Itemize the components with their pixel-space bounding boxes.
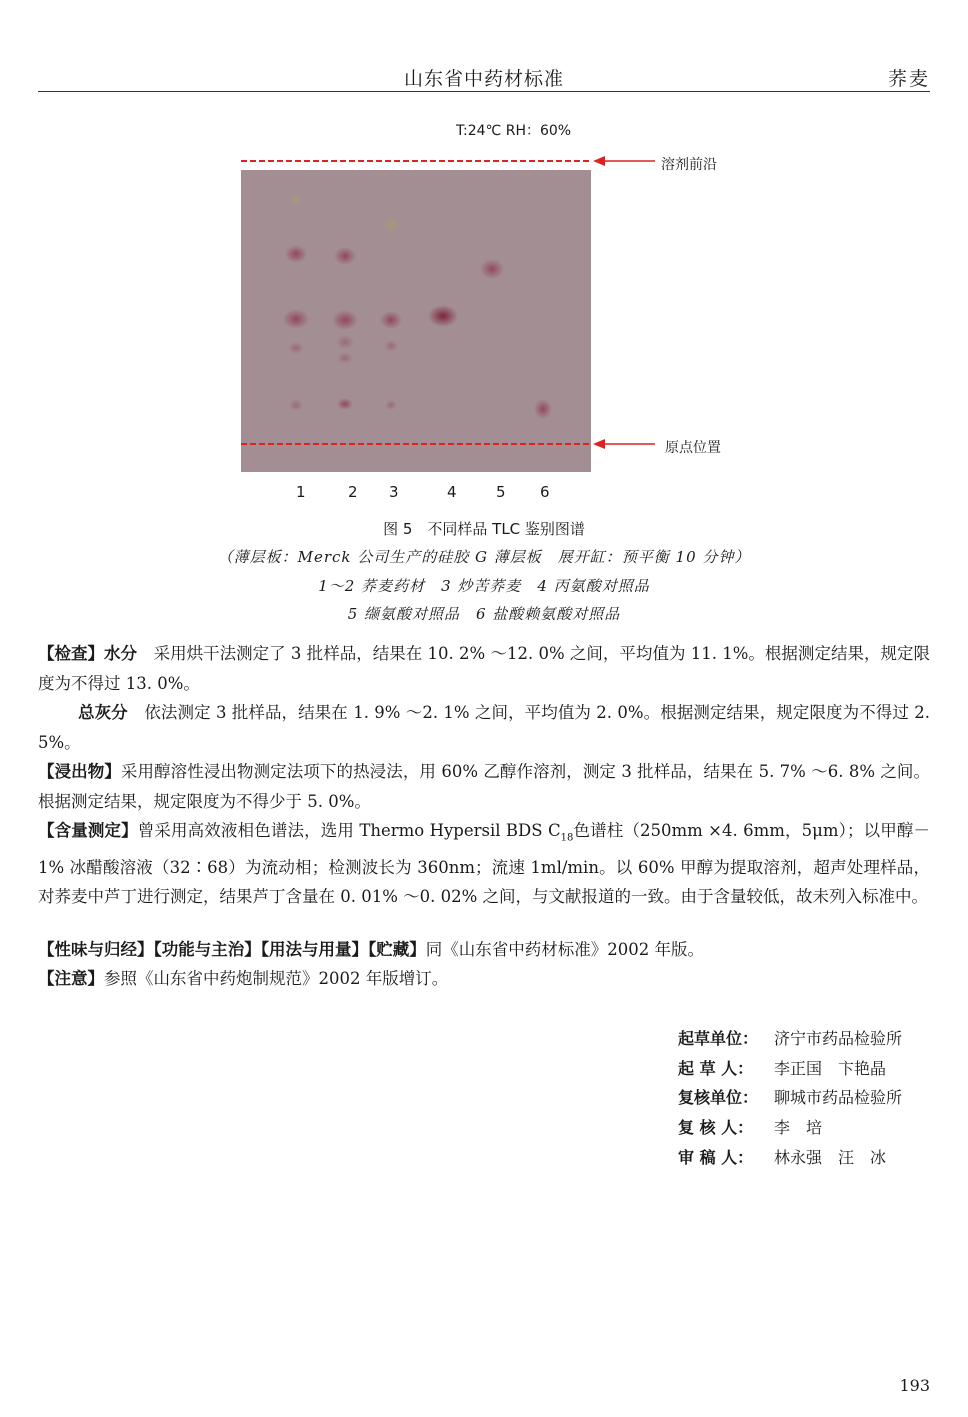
signature-value: 李 培 bbox=[774, 1118, 823, 1137]
spot-lane6-lysine bbox=[534, 399, 552, 419]
signature-key: 复核单位： bbox=[678, 1088, 759, 1107]
section-text: 曾采用高效液相色谱法，选用 Thermo Hypersil BDS C bbox=[137, 821, 561, 840]
section-text: 色谱柱（250mm ×4. 6mm，5μm）；以甲醇－1% 冰醋酸溶液（32∶68）为流动相；检测波长为 360nm；流速 1ml/min。以 60% 甲醇为提取溶剂，超声处理样品，对荞麦中芦丁进行测定，结果芦丁含量在 0. 01% ～0. 02% 之间，与文献报道的一致。由于含量较低，故未列入标准中。 bbox=[38, 821, 931, 907]
signature-row bbox=[678, 1145, 886, 1168]
signature-value: 聊城市药品检验所 bbox=[774, 1088, 903, 1107]
spot-lane3-base bbox=[385, 400, 397, 410]
section-heading: 【注意】 bbox=[38, 969, 104, 988]
tlc-conditions: T:24℃ RH：60% bbox=[456, 123, 572, 139]
section-misc bbox=[38, 935, 930, 965]
section-text: 采用醇溶性浸出物测定法项下的热浸法，用 60% 乙醇作溶剂，测定 3 批样品，结果在 5. 7% ～6. 8% 之间。根据测定结果，规定限度为不得少于 5. 0%。 bbox=[38, 762, 930, 811]
spot-lane3-top bbox=[383, 216, 399, 234]
figure-caption: 图 5 不同样品 TLC 鉴别图谱 bbox=[383, 520, 585, 538]
spot-lane2-mid bbox=[336, 335, 354, 349]
lane-number: 1 bbox=[296, 483, 306, 501]
section-heading: 【含量测定】 bbox=[38, 821, 138, 840]
book-title: 山东省中药材标准 bbox=[403, 68, 564, 90]
figure-note-line: 1～2 荞麦药材 3 炒苦荞麦 4 丙氨酸对照品 bbox=[318, 577, 650, 595]
section-heading: 【浸出物】 bbox=[38, 762, 121, 781]
spot-lane5-valine bbox=[480, 259, 504, 279]
spot-lane2-low bbox=[337, 352, 353, 364]
lane-number: 6 bbox=[540, 483, 550, 501]
spot-lane4-alanine bbox=[428, 305, 458, 327]
spot-lane2-upper bbox=[334, 247, 356, 265]
section-heading: 【检查】水分 bbox=[38, 644, 138, 663]
section-note bbox=[38, 964, 930, 994]
lane-number: 2 bbox=[348, 483, 358, 501]
spot-lane1-base bbox=[289, 399, 303, 411]
section-text: 参照《山东省中药炮制规范》2002 年版增订。 bbox=[104, 969, 449, 988]
page-number: 193 bbox=[899, 1376, 930, 1395]
spot-lane1-main bbox=[283, 309, 309, 329]
origin-arrowhead bbox=[593, 439, 605, 449]
section-ash bbox=[38, 698, 930, 757]
signature-key: 起 草 人： bbox=[678, 1059, 754, 1078]
signature-key: 起草单位： bbox=[678, 1029, 759, 1048]
section-extract bbox=[38, 757, 930, 816]
spot-lane2-base bbox=[337, 398, 353, 410]
section-heading: 总灰分 bbox=[78, 703, 128, 722]
lane-number: 3 bbox=[389, 483, 399, 501]
signature-value: 李正国 卞艳晶 bbox=[774, 1059, 887, 1078]
subscript: 18 bbox=[560, 832, 574, 844]
signature-row bbox=[678, 1085, 902, 1108]
signature-value: 济宁市药品检验所 bbox=[774, 1029, 903, 1048]
origin-label: 原点位置 bbox=[665, 440, 721, 456]
spot-lane1-upper bbox=[285, 245, 307, 263]
section-assay bbox=[38, 816, 930, 912]
signature-value: 林永强 汪 冰 bbox=[774, 1148, 887, 1167]
section-text: 采用烘干法测定了 3 批样品，结果在 10. 2% ～12. 0% 之间，平均值为 11. 1%。根据测定结果，规定限度为不得过 13. 0%。 bbox=[38, 644, 931, 693]
signature-row bbox=[678, 1115, 822, 1138]
lane-number: 4 bbox=[447, 483, 457, 501]
signature-row bbox=[678, 1026, 902, 1049]
figure-note-line: （薄层板：Merck 公司生产的硅胶 G 薄层板 展开缸：预平衡 10 分钟） bbox=[217, 548, 751, 566]
solvent-front-arrowhead bbox=[593, 156, 605, 166]
section-text: 同《山东省中药材标准》2002 年版。 bbox=[425, 940, 704, 959]
lane-number: 5 bbox=[496, 483, 506, 501]
signature-row bbox=[678, 1056, 886, 1079]
signature-key: 复 核 人： bbox=[678, 1118, 754, 1137]
section-check bbox=[38, 639, 930, 698]
solvent-front-label: 溶剂前沿 bbox=[661, 157, 717, 173]
section-text: 依法测定 3 批样品，结果在 1. 9% ～2. 1% 之间，平均值为 2. 0%。根据测定结果，规定限度为不得过 2. 5%。 bbox=[38, 703, 930, 752]
spot-lane1-low bbox=[288, 342, 304, 354]
section-heading: 【性味与归经】【功能与主治】【用法与用量】【贮藏】 bbox=[38, 940, 426, 959]
spot-lane2-main bbox=[332, 310, 358, 330]
spot-lane3-main bbox=[380, 311, 402, 329]
signature-key: 审 稿 人： bbox=[678, 1148, 754, 1167]
figure-note-line: 5 缬氨酸对照品 6 盐酸赖氨酸对照品 bbox=[347, 605, 621, 623]
tlc-plate-figure bbox=[235, 150, 735, 480]
herb-name: 荞麦 bbox=[887, 68, 930, 90]
spot-lane3-low bbox=[384, 340, 398, 352]
header-rule bbox=[38, 91, 930, 92]
spot-lane1-top bbox=[291, 194, 301, 206]
